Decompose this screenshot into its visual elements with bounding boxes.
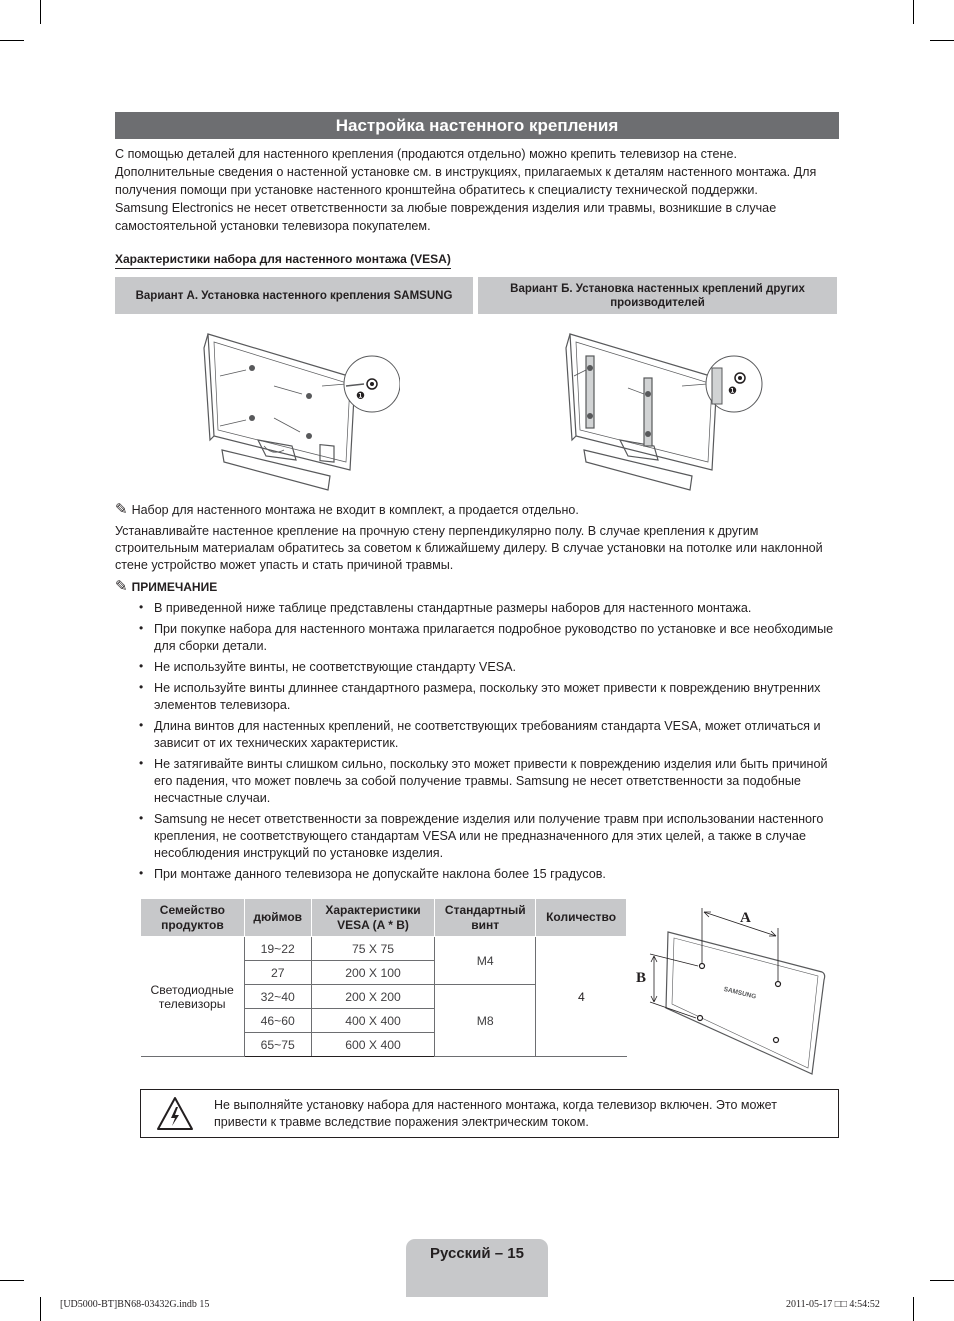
list-item-text: Не используйте винты длиннее стандартного размера, поскольку это может привести к повреждению внутренних элементов телевизора. xyxy=(154,681,821,712)
list-item xyxy=(138,600,838,617)
screw-cell: M4 xyxy=(435,937,536,985)
intro-paragraph: Дополнительные сведения о настенной установке см. в инструкциях, прилагаемых к деталям настенного монтажа. Для получения помощи при установке настенного кронштейна обратитесь к специалисту технической поддержки. xyxy=(115,165,817,197)
list-item-text: Длина винтов для настенных креплений, не соответствующих требованиям стандарта VESA, может отличаться и зависит от их технических характеристик. xyxy=(154,719,821,750)
inches-cell: 32~40 xyxy=(244,985,311,1009)
table-header-row xyxy=(141,899,627,937)
screw-cell: M8 xyxy=(435,985,536,1057)
print-timestamp: 2011-05-17 □□ 4:54:52 xyxy=(786,1299,880,1310)
note-list xyxy=(138,600,838,887)
note-heading xyxy=(115,578,217,596)
crop-mark xyxy=(0,40,24,41)
vesa-cell: 400 X 400 xyxy=(311,1009,435,1033)
list-item-text: Не используйте винты, не соответствующие стандарту VESA. xyxy=(154,660,517,674)
inches-cell: 19~22 xyxy=(244,937,311,961)
quantity-cell: 4 xyxy=(536,937,627,1057)
variant-b-label: Вариант Б. Установка настенных креплений других производителей xyxy=(478,277,837,314)
list-item xyxy=(138,866,838,883)
warning-text: Не выполняйте установку набора для настенного монтажа, когда телевизор включен. Это может привести к травме вследствие поражения электрическим током. xyxy=(214,1098,777,1129)
intro-paragraph: С помощью деталей для настенного крепления (продаются отдельно) можно крепить телевизор на стене. xyxy=(115,147,737,161)
inches-cell: 65~75 xyxy=(244,1033,311,1057)
list-item xyxy=(138,659,838,676)
crop-mark xyxy=(0,1280,24,1281)
install-paragraph: Устанавливайте настенное крепление на прочную стену перпендикулярно полу. В случае крепления к другим строительным материалам обратитесь за советом к ближайшему дилеру. В случае установки на потолке или наклонной стене устройство может упасть и стать причиной травмы. xyxy=(115,524,823,572)
list-item xyxy=(138,756,838,807)
list-item-text: В приведенной ниже таблице представлены стандартные размеры наборов для настенного монтажа. xyxy=(154,601,752,615)
high-voltage-warning-icon xyxy=(155,1095,195,1133)
intro-paragraph: Samsung Electronics не несет ответственности за любые повреждения изделия или травмы, возникшие в случае самостоятельной установки телевизора покупателем. xyxy=(115,201,777,233)
install-text xyxy=(115,523,840,574)
bullet-icon: • xyxy=(139,680,144,694)
vesa-heading: Характеристики набора для настенного монтажа (VESA) xyxy=(115,251,451,269)
crop-mark xyxy=(913,0,914,24)
product-family-cell: Светодиодные телевизоры xyxy=(141,937,245,1057)
file-name: [UD5000-BT]BN68-03432G.indb 15 xyxy=(60,1299,210,1310)
list-item xyxy=(138,621,838,655)
section-title: Настройка настенного крепления xyxy=(115,112,839,139)
samsung-mount-diagram xyxy=(200,328,400,496)
bullet-icon: • xyxy=(139,659,144,673)
column-header: Характеристики VESA (A * B) xyxy=(311,899,435,937)
inches-cell: 27 xyxy=(244,961,311,985)
bullet-icon: • xyxy=(139,866,144,880)
vesa-cell: 200 X 100 xyxy=(311,961,435,985)
bullet-icon: • xyxy=(139,756,144,770)
list-item-text: При покупке набора для настенного монтажа прилагается подробное руководство по установке и все необходимые для сборки детали. xyxy=(154,622,834,653)
callout-number: ❶ xyxy=(728,386,737,397)
kit-note-text: Набор для настенного монтажа не входит в комплект, а продается отдельно. xyxy=(131,503,579,517)
dimension-b-label: B xyxy=(636,970,647,986)
column-header: Количество xyxy=(536,899,627,937)
pencil-icon: ✎ xyxy=(115,578,128,595)
list-item-text: Samsung не несет ответственности за повреждение изделия или получение травм при использовании настенного крепления, не соответствующего стандартам VESA или не предназначенного для этих целей, а также в случае несоблюдения инструкций по установке изделия. xyxy=(154,812,824,860)
inches-cell: 46~60 xyxy=(244,1009,311,1033)
bullet-icon: • xyxy=(139,718,144,732)
column-header: Стандартный винт xyxy=(435,899,536,937)
brand-logo: SAMSUNG xyxy=(722,985,757,1001)
vesa-cell: 200 X 200 xyxy=(311,985,435,1009)
pencil-icon: ✎ xyxy=(115,501,128,518)
note-label-text: ПРИМЕЧАНИЕ xyxy=(131,580,218,594)
bullet-icon: • xyxy=(139,811,144,825)
electric-shock-warning xyxy=(140,1089,839,1138)
variant-a-label: Вариант A. Установка настенного крепления SAMSUNG xyxy=(115,277,473,314)
crop-mark xyxy=(40,0,41,24)
kit-note xyxy=(115,501,579,519)
tv-back-dimensions-diagram xyxy=(636,898,836,1082)
column-header: Семейство продуктов xyxy=(141,899,245,937)
other-mount-diagram xyxy=(562,328,772,496)
callout-number: ❶ xyxy=(356,391,365,402)
crop-mark xyxy=(913,1297,914,1321)
list-item xyxy=(138,718,838,752)
dimension-a-label: A xyxy=(740,910,751,926)
vesa-table xyxy=(140,898,627,1057)
crop-mark xyxy=(930,40,954,41)
table-row xyxy=(141,937,627,961)
list-item-text: При монтаже данного телевизора не допускайте наклона более 15 градусов. xyxy=(154,867,606,881)
column-header: дюймов xyxy=(244,899,311,937)
bullet-icon: • xyxy=(139,600,144,614)
list-item xyxy=(138,811,838,862)
page-number-label: Русский – 15 xyxy=(430,1245,524,1262)
vesa-cell: 75 X 75 xyxy=(311,937,435,961)
crop-mark xyxy=(930,1280,954,1281)
vesa-cell: 600 X 400 xyxy=(311,1033,435,1057)
list-item-text: Не затягивайте винты слишком сильно, поскольку это может привести к повреждению изделия или быть причиной его падения, что может повлечь за собой получение травмы. Samsung не несет ответственности за подобные несчастные случаи. xyxy=(154,757,828,805)
list-item xyxy=(138,680,838,714)
bullet-icon: • xyxy=(139,621,144,635)
crop-mark xyxy=(40,1297,41,1321)
intro-text xyxy=(115,145,840,235)
